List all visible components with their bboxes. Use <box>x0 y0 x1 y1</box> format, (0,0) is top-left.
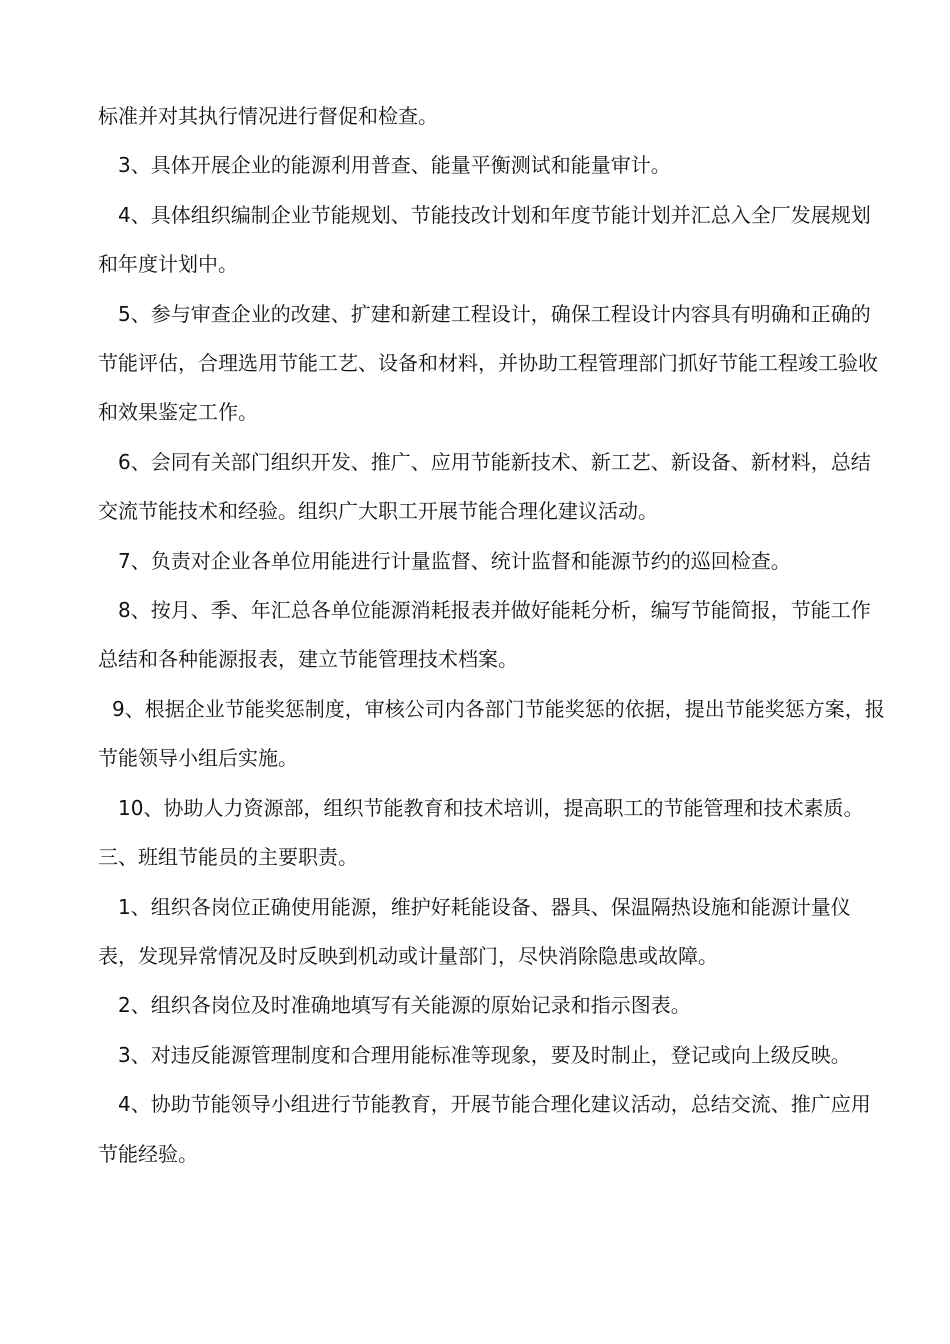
paragraph-item-6: 6、会同有关部门组织开发、推广、应用节能新技术、新工艺、新设备、新材料，总结交流节能技术和经验。组织广大职工开展节能合理化建议活动。 <box>98 449 871 524</box>
paragraph-continuation: 标准并对其执行情况进行督促和检查。 <box>98 104 438 128</box>
paragraph-duty-1: 1、组织各岗位正确使用能源，维护好耗能设备、器具、保温隔热设施和能源计量仪表，发现异常情况及时反映到机动或计量部门，尽快消除隐患或故障。 <box>98 894 851 968</box>
paragraph-duty-2: 2、组织各岗位及时准确地填写有关能源的原始记录和指示图表。 <box>118 993 691 1018</box>
paragraph-item-9: 9、根据企业节能奖惩制度，审核公司内各部门节能奖惩的依据，提出节能奖惩方案，报节能领导小组后实施。 <box>98 696 885 771</box>
document-body <box>98 92 888 1179</box>
paragraph-item-7: 7、负责对企业各单位用能进行计量监督、统计监督和能源节约的巡回检查。 <box>118 548 791 573</box>
paragraph-item-5: 5、参与审查企业的改建、扩建和新建工程设计，确保工程设计内容具有明确和正确的节能评估，合理选用节能工艺、设备和材料，并协助工程管理部门抓好节能工程竣工验收和效果鉴定工作。 <box>98 301 878 425</box>
paragraph-item-4: 4、具体组织编制企业节能规划、节能技改计划和年度节能计划并汇总入全厂发展规划和年度计划中。 <box>98 202 871 277</box>
paragraph-item-3: 3、具体开展企业的能源利用普查、能量平衡测试和能量审计。 <box>118 153 671 178</box>
paragraph-duty-4: 4、协助节能领导小组进行节能教育，开展节能合理化建议活动，总结交流、推广应用节能经验。 <box>98 1092 871 1166</box>
paragraph-item-8: 8、按月、季、年汇总各单位能源消耗报表并做好能耗分析，编写节能简报，节能工作总结和各种能源报表，建立节能管理技术档案。 <box>98 598 871 672</box>
paragraph-duty-3: 3、对违反能源管理制度和合理用能标准等现象，要及时制止，登记或向上级反映。 <box>118 1042 851 1067</box>
paragraph-item-10: 10、协助人力资源部，组织节能教育和技术培训，提高职工的节能管理和技术素质。三、班组节能员的主要职责。 <box>98 795 864 870</box>
